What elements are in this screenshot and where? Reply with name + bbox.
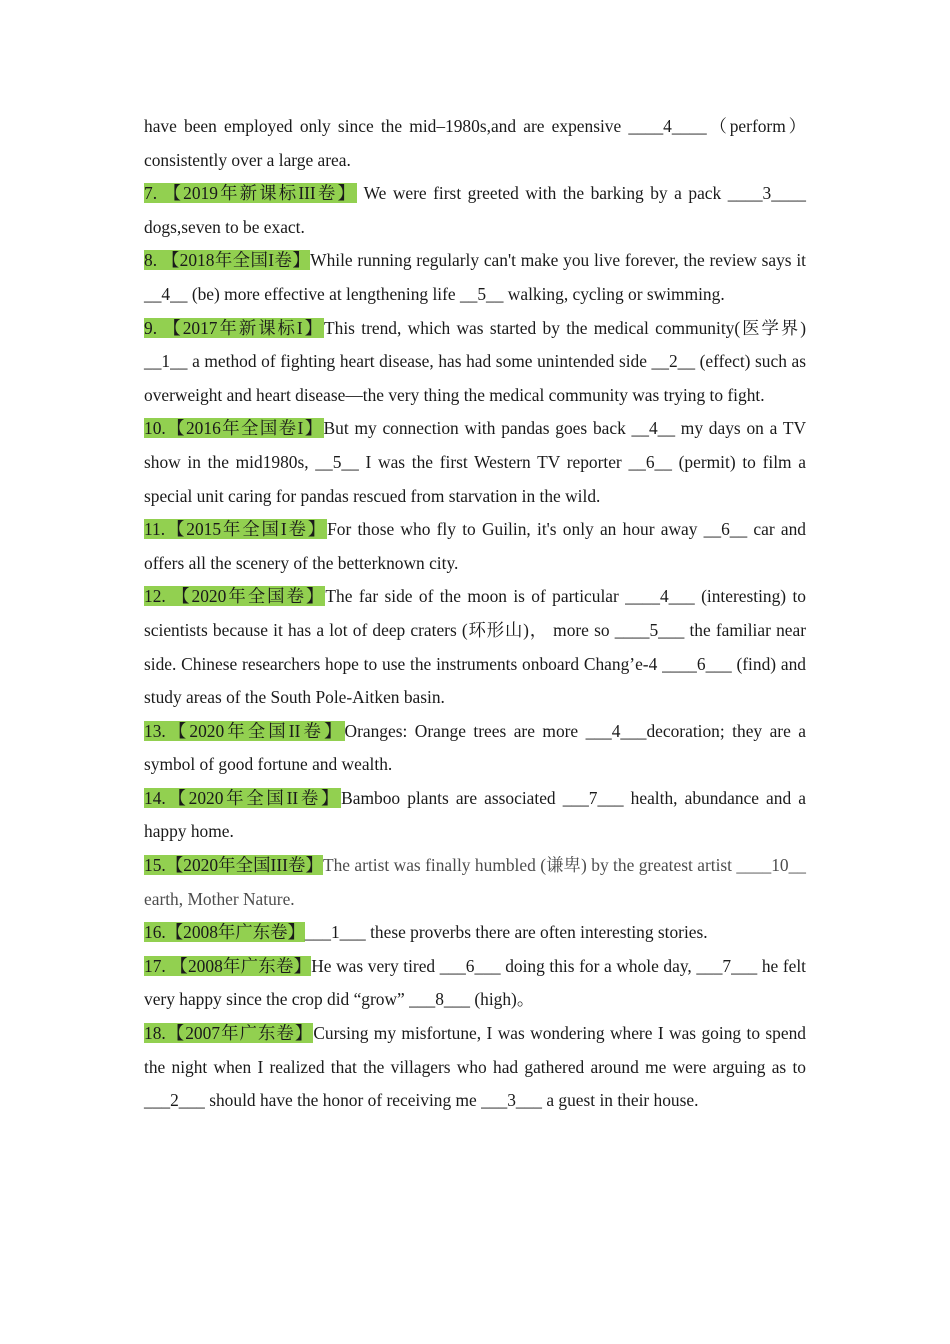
item-text: We were first greeted with the barking by a pack ____3____ dogs,seven to be exact. [144, 183, 806, 237]
item-text: have been employed only since the mid–1980s,and are expensive ____4____（perform） consistently over a large area. [144, 116, 806, 170]
list-item [144, 312, 806, 413]
list-item [144, 412, 806, 513]
source-tag: 13.【2020年全国II卷】 [144, 720, 345, 741]
item-text: ___1___ these proverbs there are often interesting stories. [304, 922, 708, 943]
source-tag: 7. 【2019年新课标III卷】 [144, 183, 358, 204]
item-text: Oranges: Orange trees are more ___4___decoration; they are a symbol of good fortune and wealth. [144, 720, 806, 775]
source-tag: 16.【2008年广东卷】 [144, 922, 305, 943]
list-item [144, 244, 806, 311]
list-item [144, 849, 806, 916]
list-item [144, 1017, 806, 1118]
list-item [144, 782, 806, 849]
item-text: While running regularly can't make you live forever, the review says it __4__ (be) more effective at lengthening life __5__ walking, cycling or swimming. [144, 250, 806, 304]
source-tag: 10.【2016年全国卷I】 [144, 418, 324, 439]
item-text: The far side of the moon is of particular ____4___ (interesting) to scientists because it has a lot of deep craters (环形山)， more so ____5___ the familiar near side. Chinese researchers hope to use the instruments onboard Chang’e-4 ____6___ (find) and study areas of the South Pole-Aitken basin. [144, 586, 806, 708]
source-tag: 8. 【2018年全国I卷】 [144, 250, 311, 271]
exercise-list [144, 110, 806, 1118]
item-text: This trend, which was started by the medical community(医学界) __1__ a method of fighting heart disease, has had some unintended side __2__ (effect) such as overweight and heart disease—the very thing the medical community was trying to fight. [144, 317, 806, 405]
list-item [144, 916, 806, 950]
item-text: Cursing my misfortune, I was wondering where I was going to spend the night when I realized that the villagers who had gathered around me were arguing as to ___2___ should have the honor of receiving me ___3___ a guest in their house. [144, 1023, 806, 1111]
list-item [144, 513, 806, 580]
item-text: The artist was finally humbled (谦卑) by the greatest artist ____10__ earth, Mother Nature. [144, 855, 806, 909]
item-text: For those who fly to Guilin, it's only an hour away __6__ car and offers all the scenery of the betterknown city. [144, 519, 806, 573]
list-item [144, 715, 806, 782]
source-tag: 9. 【2017年新课标I】 [144, 317, 325, 338]
source-tag: 14.【2020年全国II卷】 [144, 787, 342, 808]
source-tag: 17. 【2008年广东卷】 [144, 955, 312, 976]
source-tag: 11.【2015年全国I卷】 [144, 519, 328, 540]
item-text: But my connection with pandas goes back __4__ my days on a TV show in the mid1980s, __5__ I was the first Western TV reporter __6__ (permit) to film a special unit caring for pandas rescued from starvation in the wild. [144, 418, 807, 506]
item-text: Bamboo plants are associated ___7___ health, abundance and a happy home. [144, 787, 806, 842]
source-tag: 12. 【2020年全国卷】 [144, 586, 326, 607]
source-tag: 15.【2020年全国III卷】 [144, 855, 323, 876]
source-tag: 18.【2007年广东卷】 [144, 1023, 314, 1044]
list-item [144, 580, 806, 714]
list-item [144, 950, 806, 1017]
list-item [144, 177, 806, 244]
list-item [144, 110, 806, 177]
item-text: He was very tired ___6___ doing this for a whole day, ___7___ he felt very happy since the crop did “grow” ___8___ (high)。 [144, 955, 807, 1010]
